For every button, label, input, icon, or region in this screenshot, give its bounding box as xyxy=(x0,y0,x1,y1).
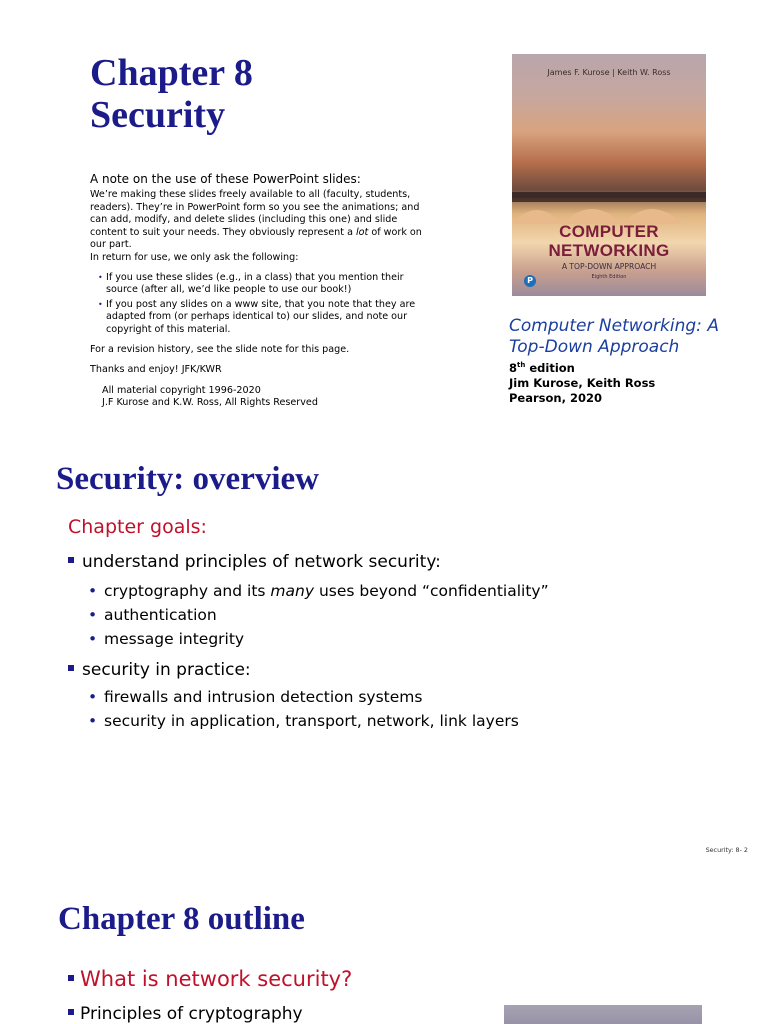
square-bullet-icon xyxy=(68,1009,74,1015)
copyright-line: All material copyright 1996-2020 xyxy=(102,384,261,396)
note-bullet: • If you use these slides (e.g., in a class) that you mention their source (after all, we’d like people to use our book!) xyxy=(98,272,430,297)
thanks-note: Thanks and enjoy! JFK/KWR xyxy=(90,364,222,376)
book-caption xyxy=(509,316,749,406)
book-authors: James F. Kurose | Keith W. Ross xyxy=(547,68,671,77)
revision-note: For a revision history, see the slide note for this page. xyxy=(90,343,350,355)
outline-item-current xyxy=(68,967,352,991)
chapter-title xyxy=(90,52,253,136)
chapter-goals-label: Chapter goals: xyxy=(68,516,207,538)
slide-title xyxy=(0,0,768,428)
sub-bullet-text: security in application, transport, network, link layers xyxy=(104,712,519,730)
bullet-item xyxy=(68,660,251,680)
edition-suffix: th xyxy=(517,361,526,369)
slide-heading: Security: overview xyxy=(56,461,319,497)
bullet-item xyxy=(68,552,441,572)
note-text-end: of work on our part. xyxy=(90,226,422,251)
bullet-dot-icon: • xyxy=(88,712,98,730)
chapter-title-line2: Security xyxy=(90,94,226,136)
edition-word: edition xyxy=(525,360,575,375)
bridge-illustration xyxy=(512,184,706,224)
sub-bullet-item xyxy=(88,688,422,706)
sub-bullet-text-end: uses beyond “confidentiality” xyxy=(314,582,549,600)
book-title-line2: NETWORKING xyxy=(548,241,670,260)
sub-bullet-text: cryptography and its xyxy=(104,582,271,600)
bullet-dot-icon: • xyxy=(88,606,98,624)
outline-text: Principles of cryptography xyxy=(80,1004,303,1024)
note-bullet-list xyxy=(98,272,430,337)
sub-bullet-text: message integrity xyxy=(104,630,245,648)
book-cover-image xyxy=(512,54,706,296)
caption-title-line1: Computer Networking: A xyxy=(509,316,719,336)
outline-item xyxy=(68,1004,303,1024)
book-title xyxy=(512,222,706,260)
note-heading: A note on the use of these PowerPoint slides: xyxy=(90,172,361,186)
usage-note xyxy=(90,172,430,410)
slide-number: Security: 8- 2 xyxy=(705,846,748,854)
note-emphasis: lot xyxy=(356,226,369,238)
square-bullet-icon xyxy=(68,665,74,671)
caption-publisher: Pearson, 2020 xyxy=(509,390,602,405)
note-text: We’re making these slides freely available to all (faculty, students, readers). They’re in PowerPoint form so you see the animations; and can add, modify, and delete slides (including this one) and slide content to suit your needs. They obviously represent a xyxy=(90,189,420,238)
slide-outline xyxy=(0,860,768,1024)
sub-bullet-item xyxy=(88,630,244,648)
copyright xyxy=(102,385,430,410)
book-subtitle: A TOP-DOWN APPROACH xyxy=(561,262,657,271)
slide-heading: Chapter 8 outline xyxy=(58,901,305,937)
slide-overview xyxy=(0,430,768,860)
publisher-logo-icon: P xyxy=(524,275,536,287)
outline-text: What is network security? xyxy=(80,967,353,991)
caption-authors: Jim Kurose, Keith Ross xyxy=(509,375,656,390)
book-cover-thumbnail xyxy=(504,1005,702,1024)
caption-title xyxy=(509,316,749,358)
sub-bullet-text: firewalls and intrusion detection systems xyxy=(104,688,423,706)
bullet-text: security in practice: xyxy=(82,660,251,680)
chapter-title-line1: Chapter 8 xyxy=(90,52,253,94)
note-request: In return for use, we only ask the following: xyxy=(90,251,299,263)
book-title-line1: COMPUTER xyxy=(559,222,659,241)
bullet-dot-icon: • xyxy=(88,630,98,648)
sub-bullet-emphasis: many xyxy=(270,582,315,600)
bullet-dot-icon: • xyxy=(88,688,98,706)
bullet-text: understand principles of network security: xyxy=(82,552,441,572)
bullet-dot-icon: • xyxy=(88,582,98,600)
caption-title-line2: Top-Down Approach xyxy=(509,337,680,357)
sub-bullet-text: authentication xyxy=(104,606,217,624)
edition-number: 8 xyxy=(509,360,518,375)
sub-bullet-item xyxy=(88,582,549,600)
note-paragraph xyxy=(90,189,430,252)
book-edition: Eighth Edition xyxy=(591,274,627,280)
note-bullet: • If you post any slides on a www site, that you note that they are adapted from (or perhaps identical to) our slides, and note our copyright of this material. xyxy=(98,299,430,337)
square-bullet-icon xyxy=(68,975,74,981)
sub-bullet-item xyxy=(88,606,217,624)
sub-bullet-item xyxy=(88,712,519,730)
square-bullet-icon xyxy=(68,557,74,563)
copyright-line: J.F Kurose and K.W. Ross, All Rights Reserved xyxy=(102,397,318,409)
caption-edition xyxy=(509,358,749,376)
